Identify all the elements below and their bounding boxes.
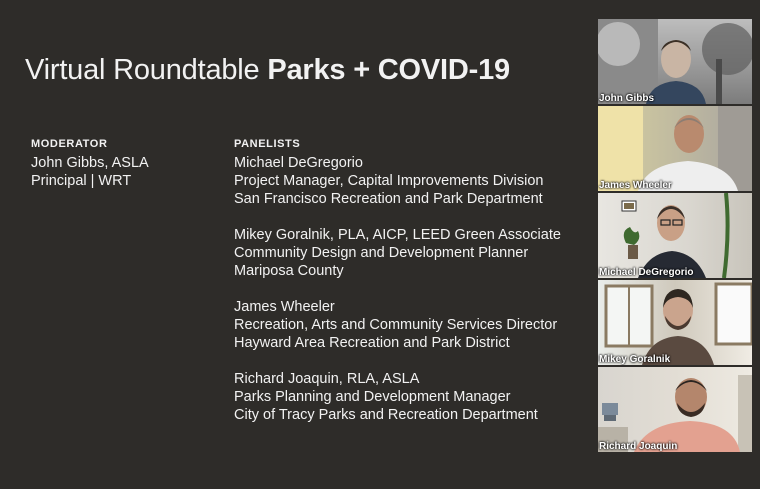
panelist-title: Project Manager, Capital Improvements Division	[234, 173, 544, 189]
panelist-name: James Wheeler	[234, 299, 335, 315]
panelist-entry	[234, 298, 561, 352]
participant-name: Michael DeGregorio	[599, 267, 694, 278]
panelist-org: City of Tracy Parks and Recreation Department	[234, 407, 538, 423]
panelist-org: Mariposa County	[234, 263, 344, 279]
moderator-name: John Gibbs, ASLA	[31, 155, 149, 171]
panelist-name: Michael DeGregorio	[234, 155, 363, 171]
panelist-title: Parks Planning and Development Manager	[234, 389, 511, 405]
panelist-entry	[234, 370, 561, 424]
panelists-label: PANELISTS	[234, 138, 301, 150]
participant-video-icon	[598, 280, 752, 365]
title-regular: Virtual Roundtable	[25, 54, 260, 86]
panelist-title: Community Design and Development Planner	[234, 245, 529, 261]
moderator-role: Principal | WRT	[31, 173, 132, 189]
page-title	[25, 54, 510, 87]
video-tile[interactable]	[598, 367, 752, 452]
panelists-block	[234, 138, 561, 442]
panelist-entry	[234, 154, 561, 208]
participant-name: John Gibbs	[599, 93, 654, 104]
moderator-label: MODERATOR	[31, 138, 108, 150]
panelist-org: San Francisco Recreation and Park Department	[234, 191, 543, 207]
moderator-block	[31, 138, 149, 190]
video-tile[interactable]	[598, 280, 752, 365]
video-tile[interactable]	[598, 193, 752, 278]
video-tile[interactable]	[598, 106, 752, 191]
participant-video-icon	[598, 193, 752, 278]
video-tile[interactable]	[598, 19, 752, 104]
participant-video-icon	[598, 106, 752, 191]
participant-name: Richard Joaquin	[599, 441, 678, 452]
panelist-name: Richard Joaquin, RLA, ASLA	[234, 371, 420, 387]
panelist-entry	[234, 226, 561, 280]
participant-name: Mikey Goralnik	[599, 354, 671, 365]
panelist-org: Hayward Area Recreation and Park District	[234, 335, 510, 351]
participant-video-icon	[598, 19, 752, 104]
panelist-title: Recreation, Arts and Community Services Director	[234, 317, 558, 333]
participant-name: James Wheeler	[599, 180, 672, 191]
participant-video-icon	[598, 367, 752, 452]
title-bold: Parks + COVID-19	[267, 54, 510, 86]
video-gallery	[598, 19, 752, 454]
panelist-name: Mikey Goralnik, PLA, AICP, LEED Green Associate	[234, 227, 561, 243]
